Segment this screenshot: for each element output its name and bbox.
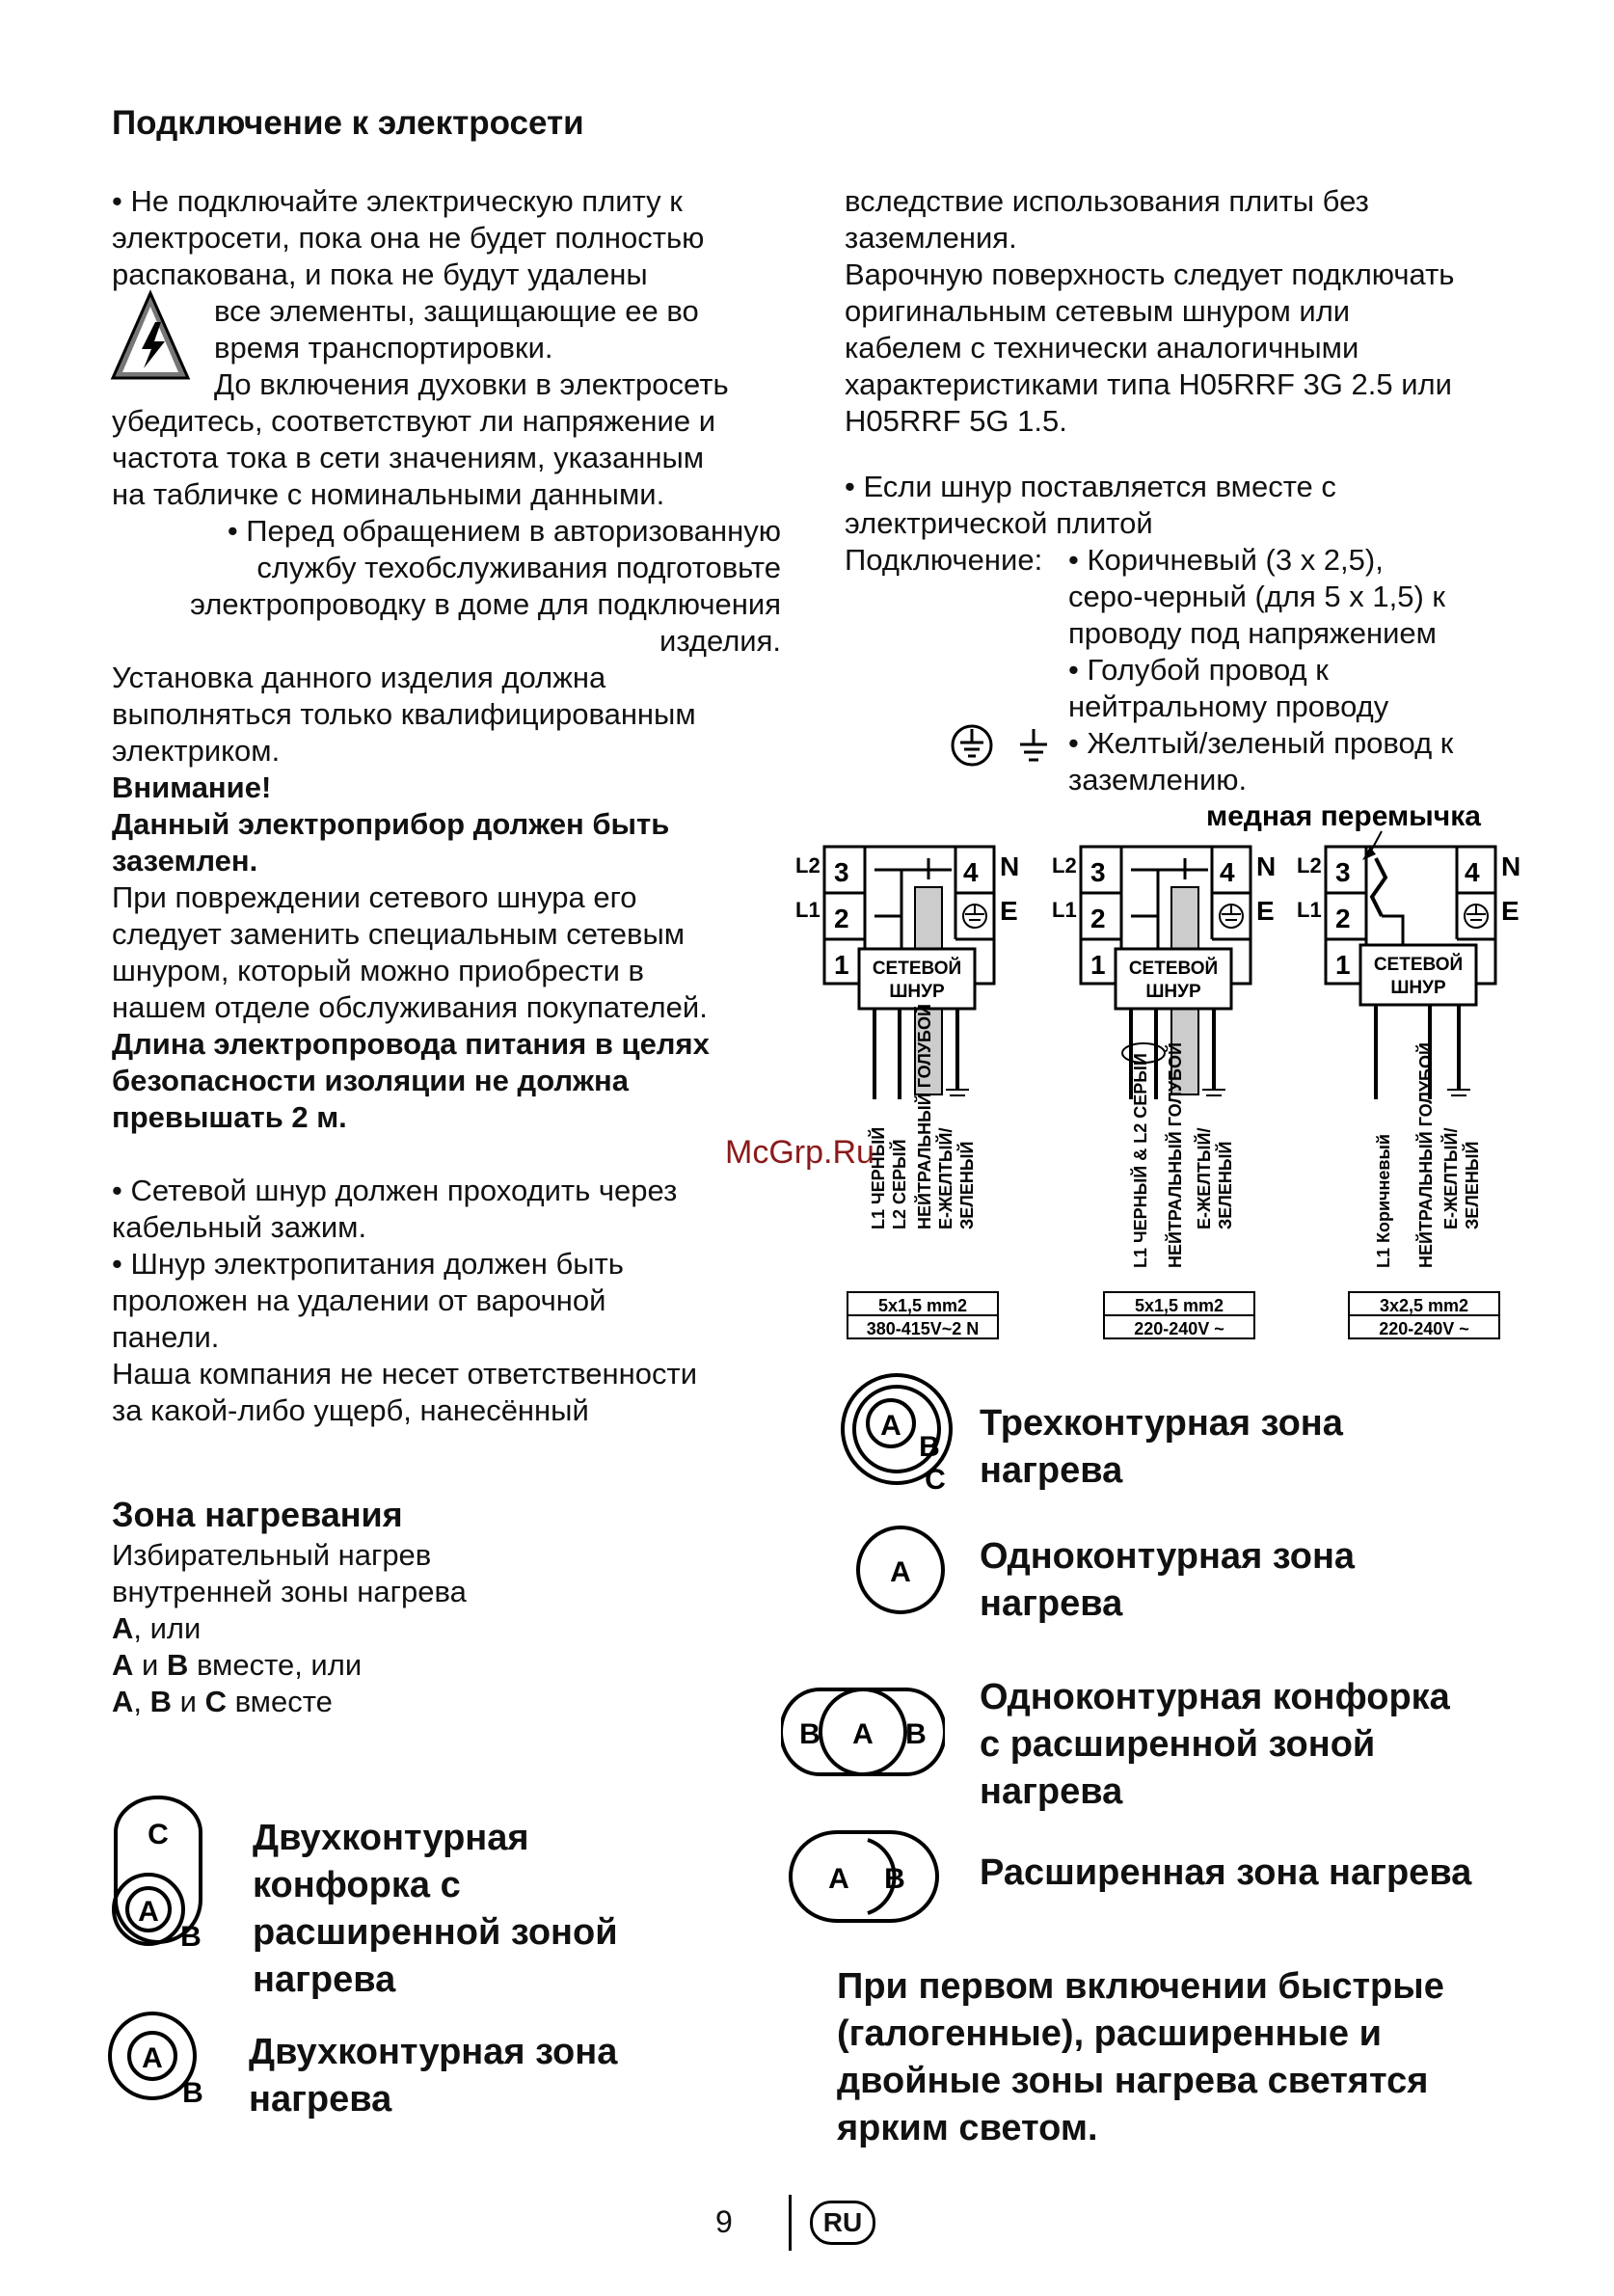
svg-text:2: 2 [834,904,849,933]
svg-text:A: A [138,1896,159,1928]
svg-text:220-240V ~: 220-240V ~ [1134,1319,1224,1338]
svg-text:ЗЕЛЕНЫЙ: ЗЕЛЕНЫЙ [957,1141,977,1229]
svg-text:5x1,5 mm2: 5x1,5 mm2 [1134,1296,1224,1315]
svg-text:ШНУР: ШНУР [1390,978,1446,998]
svg-text:СЕТЕВОЙ: СЕТЕВОЙ [1373,955,1464,975]
svg-text:Е-ЖЕЛТЫЙ/: Е-ЖЕЛТЫЙ/ [1441,1127,1461,1229]
svg-text:L1: L1 [795,898,820,922]
single-extended-zone-icon [781,1684,945,1780]
wiring-diagram-1 [795,847,1019,1338]
svg-text:НЕЙТРАЛЬНЫЙ ГОЛУБОЙ: НЕЙТРАЛЬНЫЙ ГОЛУБОЙ [1416,1042,1436,1268]
svg-text:C: C [925,1464,946,1495]
svg-text:СЕТЕВОЙ: СЕТЕВОЙ [872,959,962,979]
svg-text:N: N [1000,851,1020,881]
svg-text:B: B [905,1718,927,1750]
svg-text:3: 3 [1335,857,1351,887]
svg-text:N: N [1501,851,1521,881]
svg-text:E: E [1501,896,1520,926]
triple-zone-label: Трехконтурная зона нагрева [980,1403,1343,1491]
svg-text:4: 4 [1465,857,1480,887]
single-extended-zone-label: Одноконтурная конфорка с расширенной зоной нагрева [980,1677,1450,1812]
left-p7: • Сетевой шнур должен проходить через кабельный зажим. • Шнур электропитания должен быть проложен на удалении от варочной панели. Наша компания не несет ответственности за какой-либо ущерб, нанесённый [112,1174,698,1427]
svg-text:N: N [1256,851,1277,881]
svg-text:2: 2 [1090,904,1106,933]
high-voltage-warning-icon [109,289,192,382]
svg-text:A: A [852,1718,874,1750]
connection-list: • Коричневый (3 x 2,5), серо-черный (для 5 x 1,5) к проводу под напряжением • Голубой провод к нейтральному проводу • Желтый/зеленый провод к заземлению. [1068,543,1454,797]
watermark: McGrp.Ru [725,1134,874,1171]
wiring-diagram-3 [1297,847,1520,1338]
svg-text:3: 3 [1090,857,1106,887]
dual-zone-icon [106,2010,212,2106]
single-zone-icon [852,1522,949,1618]
svg-text:L2 СЕРЫЙ: L2 СЕРЫЙ [890,1139,909,1229]
svg-text:ЗЕЛЕНЫЙ: ЗЕЛЕНЫЙ [1216,1141,1235,1229]
dual-extended-zone-icon [106,1794,212,1958]
svg-text:380-415V~2 N: 380-415V~2 N [866,1319,980,1338]
svg-text:ШНУР: ШНУР [1145,982,1201,1002]
right-p2: • Если шнур поставляется вместе с электрической плитой [845,470,1336,540]
left-p1-warn: все элементы, защищающие ее во время транспортировки. До включения духовки в электросеть [214,294,729,401]
dual-extended-zone-label: Двухконтурная конфорка с расширенной зоной нагрева [253,1818,618,2000]
svg-text:ШНУР: ШНУР [889,982,945,1002]
left-p4: Установка данного изделия должна выполняться только квалифицированным электриком. Внимание! Данный электроприбор должен быть заземлен. При повреждении сетевого шнура его следует заменить специальным сетевым шнуром, который можно приобрести в нашем отделе обслуживания покупателей. Длина электропровода питания в целях безопасности изоляции не должна превышать 2 м. [112,660,806,1136]
svg-text:4: 4 [1220,857,1235,887]
extended-zone-icon [783,1826,947,1927]
svg-text:L1 ЧЕРНЫЙ & L2 СЕРЫЙ: L1 ЧЕРНЫЙ & L2 СЕРЫЙ [1131,1053,1150,1268]
svg-text:B: B [919,1431,940,1463]
left-p3: • Перед обращением в авторизованную службу техобслуживания подготовьте электропроводку в доме для подключения изделия. [190,514,781,658]
ground-symbols-icon [949,723,1055,768]
single-zone-label: Одноконтурная зона нагрева [980,1536,1356,1624]
svg-text:СЕТЕВОЙ: СЕТЕВОЙ [1128,959,1219,979]
svg-text:1: 1 [1335,950,1351,980]
svg-text:L2: L2 [1052,853,1077,878]
svg-text:L1: L1 [1052,898,1077,922]
svg-text:1: 1 [1090,950,1106,980]
language-badge: RU [810,2201,875,2245]
wiring-diagrams [786,800,1538,1340]
svg-text:E: E [1000,896,1018,926]
footer-divider [789,2195,792,2251]
left-p1: • Не подключайте электрическую плиту к электросети, пока она не будет полностью распакована, и пока не будут удалены [112,184,705,291]
svg-text:B: B [182,2077,203,2106]
svg-text:A: A [890,1556,911,1588]
zones-desc: Избирательный нагрев внутренней зоны нагрева A, или A и B вместе, или A, B и C вместе [112,1538,467,1718]
connection-label: Подключение: [845,543,1043,577]
svg-text:1: 1 [834,950,849,980]
svg-text:B: B [799,1718,820,1750]
svg-text:Е-ЖЕЛТЫЙ/: Е-ЖЕЛТЫЙ/ [936,1127,955,1229]
svg-text:4: 4 [963,857,979,887]
extended-zone-label: Расширенная зона нагрева [980,1852,1472,1893]
svg-text:L1: L1 [1297,898,1322,922]
warning-title: Внимание! [112,770,272,804]
svg-text:B: B [180,1921,202,1953]
dual-zone-label: Двухконтурная зона нагрева [249,2032,618,2120]
svg-text:C: C [148,1819,169,1850]
svg-text:B: B [884,1863,905,1895]
svg-text:A: A [880,1410,901,1442]
zones-title: Зона нагревания [112,1495,403,1534]
svg-text:2: 2 [1335,904,1351,933]
svg-text:L2: L2 [795,853,820,878]
svg-text:НЕЙТРАЛЬНЫЙ ГОЛУБОЙ: НЕЙТРАЛЬНЫЙ ГОЛУБОЙ [915,1004,934,1229]
left-p2: убедитесь, соответствуют ли напряжение и частота тока в сети значениям, указанным на табличке с номинальными данными. [112,404,716,511]
right-p1: вследствие использования плиты без заземления. Варочную поверхность следует подключать оригинальным сетевым шнуром или кабелем с технически аналогичными характеристиками типа H05RRF 3G 2.5 или H05RRF 5G 1.5. [845,184,1455,438]
page-number: 9 [715,2204,733,2239]
svg-text:A: A [828,1863,849,1895]
page-title: Подключение к электросети [112,104,584,142]
svg-text:3: 3 [834,857,849,887]
svg-text:A: A [142,2042,163,2074]
svg-text:L1 ЧЕРНЫЙ: L1 ЧЕРНЫЙ [869,1126,888,1229]
jumper-label: медная перемычка [1206,800,1481,832]
svg-text:3x2,5 mm2: 3x2,5 mm2 [1379,1296,1469,1315]
glow-note: При первом включении быстрые (галогенные), расширенные и двойные зоны нагрева светятся ярким светом. [837,1966,1444,2148]
triple-zone-icon [837,1369,962,1495]
svg-text:L2: L2 [1297,853,1322,878]
svg-text:L1 Коричневый: L1 Коричневый [1374,1134,1393,1268]
svg-text:Е-ЖЕЛТЫЙ/: Е-ЖЕЛТЫЙ/ [1195,1127,1214,1229]
svg-text:5x1,5 mm2: 5x1,5 mm2 [877,1296,968,1315]
svg-text:ЗЕЛЕНЫЙ: ЗЕЛЕНЫЙ [1463,1141,1482,1229]
wiring-diagram-2 [1052,847,1276,1338]
svg-text:220-240V ~: 220-240V ~ [1379,1319,1469,1338]
svg-text:НЕЙТРАЛЬНЫЙ ГОЛУБОЙ: НЕЙТРАЛЬНЫЙ ГОЛУБОЙ [1166,1042,1185,1268]
svg-text:E: E [1256,896,1275,926]
